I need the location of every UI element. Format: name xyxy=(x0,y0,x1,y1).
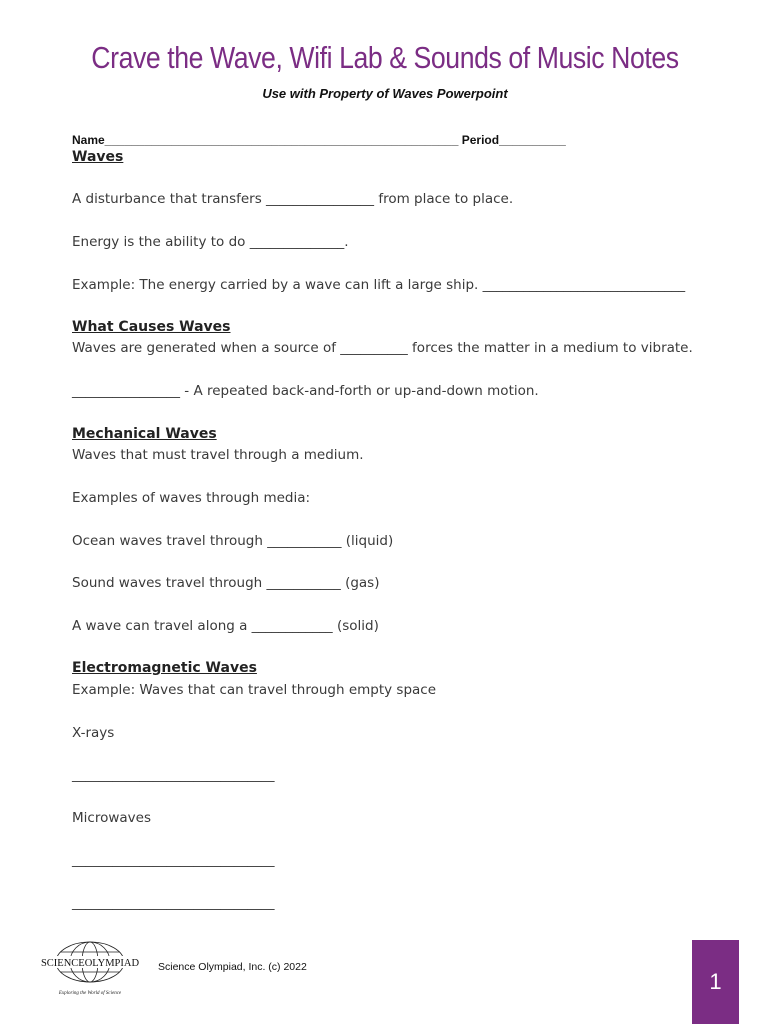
text-line: Examples of waves through media: xyxy=(72,490,311,506)
text-line: X-rays xyxy=(72,725,115,741)
logo-tagline: Exploring the World of Science xyxy=(58,991,122,996)
text-line: Example: Waves that can travel through empty space xyxy=(72,682,437,698)
text-line: Ocean waves travel through ___________ (liquid) xyxy=(72,533,394,549)
text-line: Energy is the ability to do ______________. xyxy=(72,234,349,250)
blank-line: ______________________________ xyxy=(72,852,275,868)
name-period-line: Name_____________________________________________________ Period__________ xyxy=(72,133,566,147)
copyright-text: Science Olympiad, Inc. (c) 2022 xyxy=(158,961,307,973)
science-olympiad-logo xyxy=(40,938,140,998)
page-subtitle: Use with Property of Waves Powerpoint xyxy=(262,86,508,101)
heading-mechanical-waves: Mechanical Waves xyxy=(72,426,217,442)
page-title: Crave the Wave, Wifi Lab & Sounds of Music Notes xyxy=(91,40,679,75)
text-line: A disturbance that transfers ________________ from place to place. xyxy=(72,191,514,207)
heading-waves: Waves xyxy=(72,149,124,165)
text-line: ________________ - A repeated back-and-forth or up-and-down motion. xyxy=(72,383,539,399)
heading-electromagnetic-waves: Electromagnetic Waves xyxy=(72,660,257,676)
blank-line: ______________________________ xyxy=(72,767,275,783)
page-number-badge: 1 xyxy=(692,940,739,1024)
heading-what-causes-waves: What Causes Waves xyxy=(72,319,231,335)
blank-line: ______________________________ xyxy=(72,895,275,911)
text-line: Example: The energy carried by a wave can lift a large ship. ______________________________ xyxy=(72,277,686,293)
text-line: Microwaves xyxy=(72,810,151,826)
text-line: Waves are generated when a source of __________ forces the matter in a medium to vibrate. xyxy=(72,340,693,356)
text-line: Waves that must travel through a medium. xyxy=(72,447,364,463)
text-line: Sound waves travel through ___________ (gas) xyxy=(72,575,380,591)
text-line: A wave can travel along a ____________ (solid) xyxy=(72,618,379,634)
logo-text: SCIENCEOLYMPIAD xyxy=(40,958,140,969)
